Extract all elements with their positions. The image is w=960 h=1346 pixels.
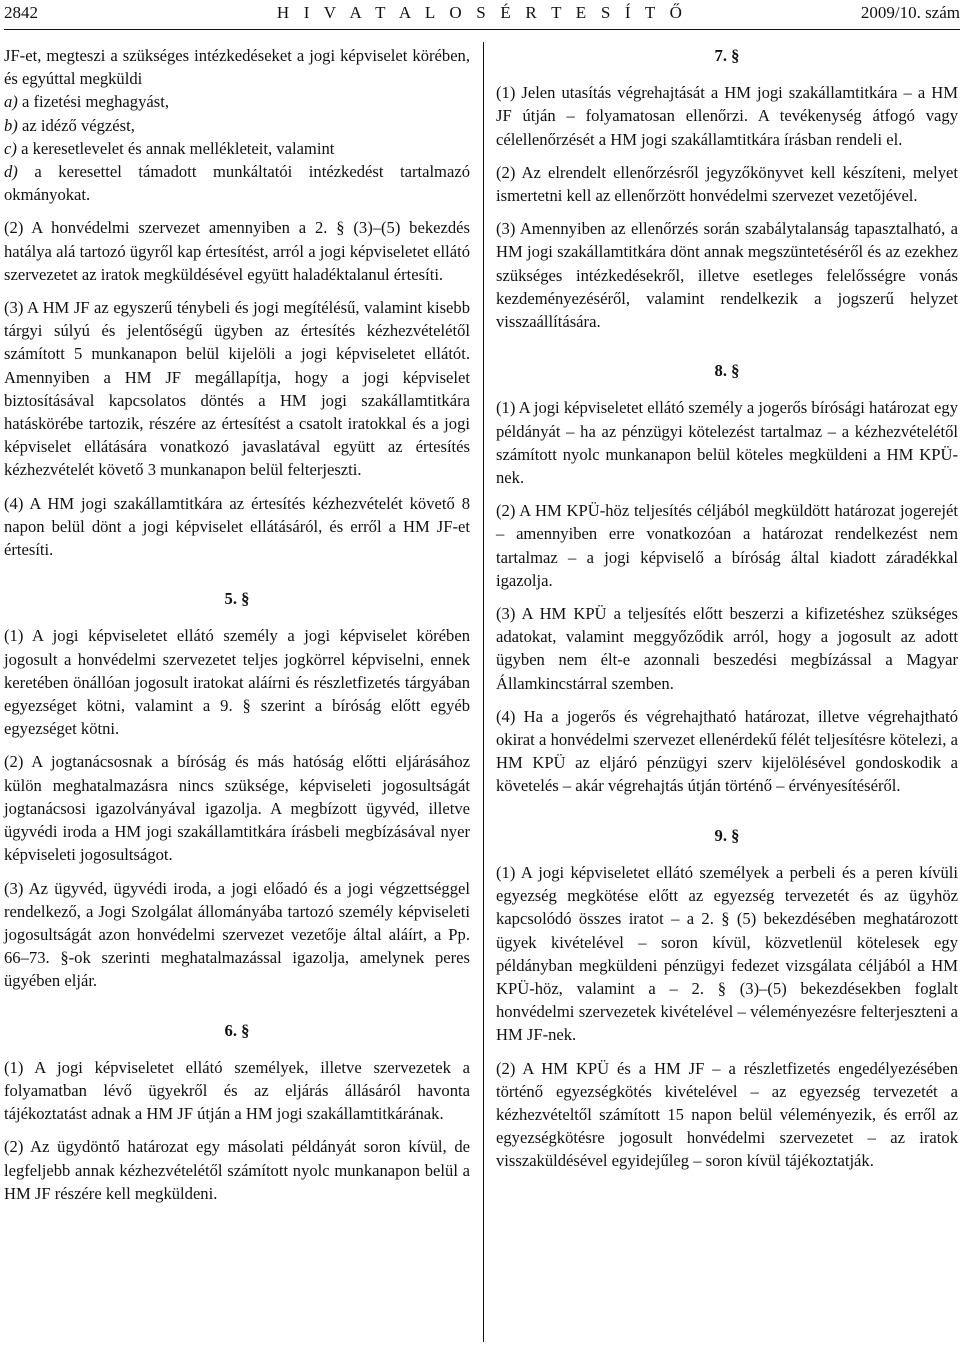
paragraph: (4) A HM jogi szakállamtitkára az értesítés kézhezvételét követő 8 napon belül dönt a jogi képviselet ellátásáról, és erről a HM JF-et értesíti. — [4, 493, 470, 560]
paragraph: (3) A HM JF az egyszerű ténybeli és jogi megítélésű, valamint kisebb tárgyi súlyú és jelentőségű ügyben az értesítés kézhezvételétől számított 5 munkanapon belül kijelöli a jogi képviseletet ellátót. Amennyiben a HM JF megállapítja, hogy a jogi képviselet biztosításával kapcsolatos döntés a HM jogi szakállamtitkára hatáskörébe tartozik, részére az értesítést a csatolt iratokkal és a jogi képviselet ellátására vonatkozó javaslatával együtt az értesítés kézhezvételét követő 3 munkanapon belül felterjeszti. — [4, 298, 470, 480]
journal-title: H I V A T A L O S É R T E S Í T Ő — [276, 3, 688, 22]
paragraph: (3) Amennyiben az ellenőrzés során szabálytalanság tapasztalható, a HM jogi szakállamtitkára dönt annak megszüntetéséről és az ezekhez szükséges intézkedésekről, illetve esetleges felelősségre vonás kezdeményezéséről, valamint rendelkezik a jogszerű helyzet visszaállítására. — [496, 219, 958, 332]
paragraph: (2) A HM KPÜ és a HM JF – a részletfizetés engedélyezésében történő egyezségkötés kivételével – az egyezség tervezetét a kézhezvételtől számított 15 napon belül véleményezik, és erről az egyezségkötésre jogosult honvédelmi szervezetet – az iratok visszaküldésével egyidejűleg – soron kívül tájékoztatják. — [496, 1058, 958, 1171]
list-item — [4, 160, 470, 206]
section-heading: 8. § — [714, 361, 740, 381]
list-item-label: c) — [4, 138, 17, 158]
list-item-label: b) — [4, 115, 18, 135]
section-heading: 5. § — [224, 589, 250, 609]
paragraph: (2) Az elrendelt ellenőrzésről jegyzőkönyvet kell készíteni, melyet ismertetni kell az ellenőrzött honvédelmi szervezet vezetőjével. — [496, 162, 958, 206]
paragraph: (2) A jogtanácsosnak a bíróság és más hatóság előtti eljárásához külön meghatalmazásra nincs szüksége, képviseleti jogosultságát jogtanácsosi igazolványával igazolja. A megbízott ügyvéd, illetve ügyvédi iroda a HM jogi szakállamtitkára írásbeli megbízásával nyer képviseleti jogosultságot. — [4, 752, 470, 865]
header-rule — [4, 29, 960, 30]
paragraph: (2) A honvédelmi szervezet amennyiben a 2. § (3)–(5) bekezdés hatálya alá tartozó ügyről kap értesítést, arról a jogi képviseletet ellátó szervezetet az iratok megküldésével együtt haladéktalanul értesíti. — [4, 218, 470, 284]
paragraph: (2) Az ügydöntő határozat egy másolati példányát soron kívül, de legfeljebb annak kézhezvételétől számított nyolc munkanapon belül a HM JF részére kell megküldeni. — [4, 1137, 470, 1203]
left-column — [4, 44, 470, 1215]
list-item — [4, 137, 470, 160]
list-item-text: a keresettel támadott munkáltatói intézkedést tartalmazó okmányokat. — [4, 162, 470, 205]
paragraph: (1) A jogi képviseletet ellátó személyek, illetve szervezetek a folyamatban lévő ügyekről és az eljárás állásáról havonta tájékoztatást adnak a HM JF útján a HM jogi szakállamtitkárának. — [4, 1057, 470, 1124]
list-item-text: az idéző végzést, — [21, 115, 135, 135]
list-item-text: a keresetlevelet és annak mellékleteit, valamint — [21, 138, 335, 158]
paragraph: (1) A jogi képviseletet ellátó személyek a perbeli és a peren kívüli egyezség megkötése előtt az egyezség tervezetét és az ügyhöz kapcsolódó összes iratot – a 2. § (5) bekezdésében meghatározott ügyek kivételével – soron kívül, közvetlenül kötelesek egy példányban megküldeni pénzügyi fedezet vizsgálata céljából a HM KPÜ-höz, valamint a – 2. § (3)–(5) bekezdésekben foglalt honvédelmi szervezetek kivételével – véleményezésre felterjeszteni a HM JF-nek. — [496, 862, 958, 1045]
list-item — [4, 90, 470, 113]
page-header — [4, 0, 960, 28]
page-number: 2842 — [4, 3, 38, 22]
paragraph: (1) A jogi képviseletet ellátó személy a jogerős bírósági határozat egy példányát – ha az pénzügyi kötelezést tartalmaz – a kézhezvételétől számított nyolc munkanapon belül köteles megküldeni a HM KPÜ-nek. — [496, 398, 958, 488]
paragraph: (3) A HM KPÜ a teljesítés előtt beszerzi a kifizetéshez szükséges adatokat, valamint meggyőződik arról, hogy a jogosult az adott ügyben nem élt-e azonnali beszedési megbízással a Magyar Államkincstárral szemben. — [496, 604, 958, 693]
paragraph: (3) Az ügyvéd, ügyvédi iroda, a jogi előadó és a jogi végzettséggel rendelkező, a Jogi Szolgálat állományába tartozó személy képviseleti jogosultságát azon honvédelmi szervezet vezetője által aláírt, a Pp. 66–73. §-ok szerinti meghatalmazással igazolja, amelynek peres ügyében eljár. — [4, 878, 470, 991]
list-item — [4, 114, 470, 137]
list-item-label: d) — [4, 162, 18, 182]
section-heading: 6. § — [224, 1020, 250, 1040]
issue-number: 2009/10. szám — [860, 3, 960, 22]
list-item-label: a) — [4, 92, 18, 112]
section-heading: 7. § — [714, 46, 740, 65]
paragraph: (4) Ha a jogerős és végrehajtható határozat, illetve végrehajtható okirat a honvédelmi szervezet ellenérdekű félét teljesítésre kötelezi, a HM KPÜ az eljáró pénzügyi szerv kijelölésével gondoskodik a követelés – akár végrehajtás útján történő – érvényesítéséről. — [496, 706, 958, 796]
paragraph: (2) A HM KPÜ-höz teljesítés céljából megküldött határozat jogerejét – amennyiben erre vonatkozóan a határozat rendelkezést nem tartalmaz – a jogi képviselő a bíróság által kiadott záradékkal igazolja. — [496, 501, 958, 590]
paragraph: (1) A jogi képviseletet ellátó személy a jogi képviselet körében jogosult a honvédelmi szervezetet teljes jogkörrel képviselni, ennek keretében önállóan jogosult iratokat aláírni és részletfizetés tárgyában egyezséget kötni, valamint a 9. § szerint a bíróság előtt egyéb egyezséget kötni. — [4, 626, 470, 739]
section-heading: 9. § — [714, 825, 740, 845]
column-divider — [483, 42, 484, 1342]
right-column — [496, 44, 958, 1183]
intro-paragraph: JF-et, megteszi a szükséges intézkedéseket a jogi képviselet körében, és egyúttal megküldi — [4, 46, 470, 89]
paragraph: (1) Jelen utasítás végrehajtását a HM jogi szakállamtitkára – a HM JF útján – folyamatosan ellenőrzi. A tevékenység átfogó vagy célellenőrzését a HM jogi szakállamtitkára írásban rendeli el. — [496, 83, 958, 149]
list-item-text: a fizetési meghagyást, — [21, 92, 169, 112]
